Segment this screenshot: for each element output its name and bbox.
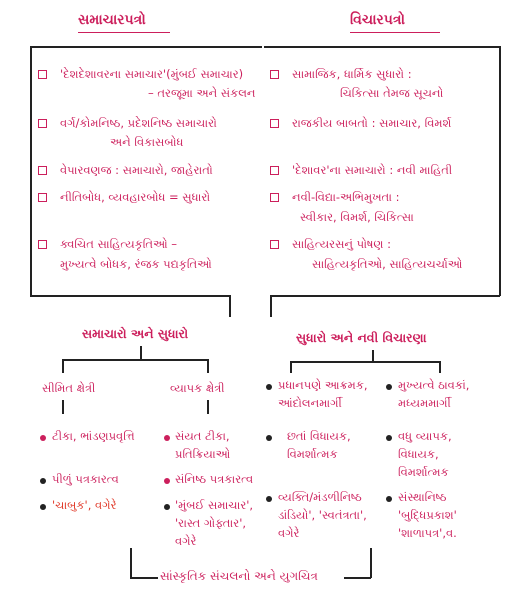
bullet-dot — [266, 496, 272, 502]
left-title-underline — [78, 32, 170, 33]
right-box-bottom — [270, 295, 500, 297]
left-col2-item-1-line-1: સંયત ટીકા, — [175, 429, 230, 443]
left-col2-item-2: સંનિષ્ઠ પત્રકારત્વ — [175, 472, 254, 486]
right-item-1-checkbox — [270, 70, 279, 79]
left-box-bottom — [30, 295, 230, 297]
bottom-left-foot — [130, 577, 158, 579]
left-col2-item-3-line-1: 'મુંબઈ સમાચાર', — [175, 498, 254, 512]
right-col2-item-1-line-1: મુખ્યત્વે ઠાવકાં, — [398, 378, 470, 392]
left-sub-stem — [140, 346, 142, 360]
right-sub-hbar — [290, 361, 440, 363]
left-item-2-line-2: અને વિકાસબોધ — [110, 135, 184, 149]
bullet-dot — [164, 435, 170, 441]
left-branch-stem-1 — [62, 400, 64, 414]
right-col2-item-3-line-2: 'બુદ્ધિપ્રકાશ' — [398, 508, 457, 522]
left-sub-hbar — [62, 359, 208, 361]
bullet-dot — [40, 435, 46, 441]
right-col2-item-3-line-1: સંસ્થાનિષ્ઠ — [398, 490, 447, 504]
left-item-1-line-2: – તરજૂમા અને સંકલન — [148, 86, 256, 100]
left-col1-item-3: 'ચાબુક', વગેરે — [52, 498, 117, 512]
right-sub-drop-1 — [290, 361, 292, 373]
left-branch-label-2: વ્યાપક ક્ષેત્રી — [170, 381, 225, 395]
right-title-underline — [350, 32, 440, 33]
left-branch-label-1: સીમિત ક્ષેત્રી — [42, 381, 96, 395]
left-item-4-line-1: નીતિબોધ, વ્યવહારબોધ = સુધારો — [60, 190, 211, 204]
right-box-connector — [270, 295, 272, 317]
bottom-label: સાંસ્કૃતિક સંચલનો અને યુગચિત્ર — [160, 569, 318, 583]
bottom-right-foot — [344, 577, 371, 579]
bullet-dot — [164, 504, 170, 510]
left-box-side — [30, 46, 32, 296]
right-item-3-checkbox — [270, 166, 279, 175]
right-col2-item-3-line-3: 'શાળાપત્ર',વ. — [398, 526, 457, 540]
left-item-1-checkbox — [38, 70, 47, 79]
left-item-5-line-1: ક્વચિત સાહિત્યકૃતિઓ – — [60, 237, 177, 251]
left-col1-item-2: પીળું પત્રકારત્વ — [52, 472, 119, 486]
right-col2-item-2-line-1: વધુ વ્યાપક, — [398, 429, 452, 443]
left-col1-item-1: ટીકા, ભાંડણપ્રવૃત્તિ — [52, 429, 135, 443]
left-item-2-line-1: વર્ગ/કોમનિષ્ઠ, પ્રદેશનિષ્ઠ સમાચારો — [60, 116, 217, 130]
right-col1-item-3-line-3: વગેરે — [278, 526, 300, 540]
left-box-connector — [229, 295, 231, 317]
left-col2-item-3-line-2: 'રાસ્ત ગોફ્તાર', — [175, 516, 247, 530]
right-item-2-checkbox — [270, 119, 279, 128]
right-item-1-line-1: સામાજિક, ધાર્મિક સુધારો : — [292, 67, 412, 81]
right-box-top — [264, 46, 500, 48]
left-item-4-checkbox — [38, 193, 47, 202]
bottom-right-drop — [370, 548, 372, 578]
left-item-5-checkbox — [38, 240, 47, 249]
right-col2-item-2-line-2: વિધાયક, — [398, 447, 439, 461]
left-item-2-checkbox — [38, 119, 47, 128]
right-sub-title: સુધારો અને નવી વિચારણા — [296, 330, 427, 345]
right-col1-item-3-line-2: ડાંડિયો', 'સ્વતંત્રતા', — [278, 508, 367, 522]
left-title: સમાચારપત્રો — [78, 12, 146, 28]
right-col1-item-1-line-1: પ્રધાનપણે આક્રમક, — [278, 378, 368, 392]
left-col2-item-3-line-3: વગેરે — [175, 534, 197, 548]
right-col1-item-3-line-1: વ્યક્તિ/મંડળીનિષ્ઠ — [278, 490, 362, 504]
right-col2-item-2-line-3: વિમર્શાત્મક — [398, 465, 449, 479]
bullet-dot — [164, 478, 170, 484]
left-item-1-line-1: 'દેશદેશાવરના સમાચાર'(મુંબઈ સમાચાર) — [60, 67, 244, 81]
right-col1-item-2-line-1: છતાં વિધાયક, — [287, 429, 351, 443]
bullet-dot — [40, 478, 46, 484]
right-item-1-line-2: ચિકિત્સા તેમજ સૂચનો — [340, 86, 444, 100]
right-title: વિચારપત્રો — [350, 12, 405, 28]
bullet-dot — [386, 496, 392, 502]
left-sub-drop-1 — [62, 359, 64, 373]
right-item-4-checkbox — [270, 193, 279, 202]
right-item-3-line-1: 'દેશાવર'ના સમાચારો : નવી માહિતી — [292, 163, 453, 177]
right-sub-drop-2 — [439, 361, 441, 373]
right-col1-item-1-line-2: આંદોલનમાર્ગી — [278, 396, 342, 410]
right-col1-item-2-line-2: વિમર્શાત્મક — [287, 447, 338, 461]
right-item-5-line-2: સાહિત્યકૃતિઓ, સાહિત્યચર્ચાઓ — [312, 257, 463, 271]
left-sub-drop-2 — [207, 359, 209, 373]
bullet-dot — [266, 435, 272, 441]
bullet-dot — [386, 435, 392, 441]
left-item-3-checkbox — [38, 166, 47, 175]
left-branch-stem-2 — [207, 400, 209, 414]
left-item-3-line-1: વેપારવણજ : સમાચારો, જાહેરાતો — [60, 163, 213, 177]
right-item-5-line-1: સાહિત્યરસનું પોષણ : — [292, 237, 391, 251]
right-item-4-line-2: સ્વીકાર, વિમર્શ, ચિકિત્સા — [300, 210, 414, 224]
left-box-top — [30, 46, 262, 48]
right-item-4-line-1: નવી-વિદ્યા-અભિમુખતા : — [292, 190, 400, 204]
right-col2-item-1-line-2: મધ્યમમાર્ગી — [398, 396, 451, 410]
bullet-dot — [386, 384, 392, 390]
left-col2-item-1-line-2: પ્રતિક્રિયાઓ — [175, 447, 231, 461]
right-item-5-checkbox — [270, 240, 279, 249]
left-sub-title: સમાચારો અને સુધારો — [82, 326, 189, 341]
left-item-5-line-2: મુખ્યત્વે બોધક, રંજક પદ્યકૃતિઓ — [60, 257, 212, 271]
bottom-left-drop — [130, 548, 132, 578]
bullet-dot — [40, 504, 46, 510]
bullet-dot — [266, 384, 272, 390]
right-item-2-line-1: રાજકીય બાબતો : સમાચાર, વિમર્શ — [292, 116, 452, 130]
right-box-side — [499, 46, 501, 296]
